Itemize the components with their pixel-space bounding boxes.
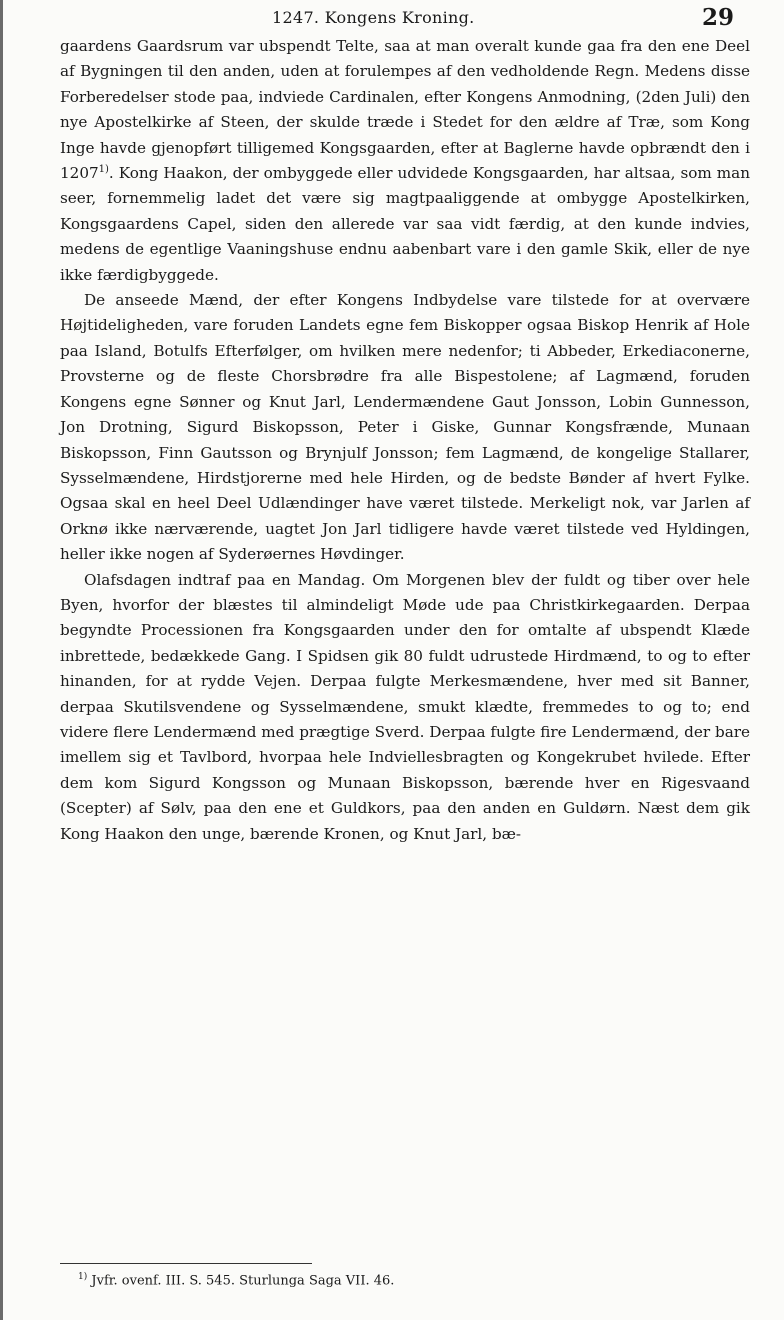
paragraph: gaardens Gaardsrum var ubspendt Telte, saa at man overalt kunde gaa fra den ene Deel af Bygningen til den anden, uden at forulempes af den vedholdende Regn. Medens disse Forberedelser stode paa, indviede Cardinalen, efter Kongens Anmodning, (2den Juli) den nye Apostelkirke af Steen, der skulde træde i Stedet for den ældre af Træ, som Kong Inge havde gjenopført tilligemed Kongsgaarden, efter at Baglerne havde opbrændt den i 1207$^{1)}$. Kong Haakon, der ombyggede eller udvidede Kongsgaarden, har altsaa, som man seer, fornemmelig ladet det være sig magtpaaliggende at ombygge Apostelkirken, Kongsgaardens Capel, siden den allerede var saa vidt færdig, at den kunde indvies, medens de egentlige Vaaningshuse endnu aabenbart vare i den gamle Skik, eller de nye ikke færdigbyggede. (60, 37, 751, 284)
footnote-divider (60, 1263, 312, 1264)
paragraph: De anseede Mænd, der efter Kongens Indbydelse vare tilstede for at overvære Højtideligheden, vare foruden Landets egne fem Biskopper ogsaa Biskop Henrik af Hole paa Island, Botulfs Efterfølger, om hvilken mere nedenfor; ti Abbeder, Erkediaconerne, Provsterne og de fleste Chorsbrødre fra alle Bispestolene; af Lagmænd, foruden Kongens egne Sønner og Knut Jarl, Lendermændene Gaut Jonsson, Lobin Gunnesson, Jon Drotning, Sigurd Biskopsson, Peter i Giske, Gunnar Kongsfrænde, Munaan Biskopsson, Finn Gautsson og Brynjulf Jonsson; fem Lagmænd, de kongelige Stallarer, Sysselmændene, Hirdstjorerne med hele Hirden, og de bedste Bønder af hvert Fylke. Ogsaa skal en heel Deel Udlændinger have været tilstede. Merkeligt nok, var Jarlen af Orknø ikke nærværende, uagtet Jon Jarl tidligere havde været tilstede ved Hyldingen, heller ikke nogen af Syderøernes Høvdinger. (60, 291, 750, 564)
paragraph: Olafsdagen indtraf paa en Mandag. Om Morgenen blev der fuldt og tiber over hele Byen, hvorfor der blæstes til almindeligt Møde ude paa Christkirkegaarden. Derpaa begyndte Processionen fra Kongsgaarden under den for omtalte af ubspendt Klæde inbrettede, bedækkede Gang. I Spidsen gik 80 fuldt udrustede Hirdmænd, to og to efter hinanden, for at rydde Vejen. Derpaa fulgte Merkesmændene, hver med sit Banner, derpaa Skutilsvendene og Sysselmændene, smukt klædte, fremmedes to og to; end videre flere Lendermænd med prægtige Sverd. Derpaa fulgte fire Lendermænd, der bare imellem sig et Tavlbord, hvorpaa hele Indviellesbragten og Kongekrubet hvilede. Efter dem kom Sigurd Kongsson og Munaan Biskopsson, bærende hver en Rigesvaand (Scepter) af Sølv, paa den ene et Guldkors, paa den anden en Guldørn. Næst dem gik Kong Haakon den unge, bærende Kronen, og Knut Jarl, bæ- (60, 570, 750, 843)
page-header (60, 4, 750, 30)
page-number: 29 (701, 4, 734, 31)
footnote (78, 1272, 394, 1288)
footnote-text: Jvfr. ovenf. III. S. 545. Sturlunga Saga VII. 46. (91, 1273, 395, 1289)
paragraph-text: gaardens Gaardsrum var ubspendt Telte, saa at man overalt kunde gaa fra den ene Deel af Bygningen til den anden, uden at forulempes af den vedholdende Regn. Medens disse Forberedelser stode paa, indviede Cardinalen, efter Kongens Anmodning, (2den Juli) den nye Apostelkirke af Steen, der skulde træde i Stedet for den ældre af Træ, som Kong Inge havde gjenopført tilligemed Kongsgaarden, efter at Baglerne havde opbrændt den i 1207 (60, 37, 750, 183)
body-text (60, 34, 750, 847)
paragraph-text: Kong Haakon, der ombyggede eller udvidede Kongsgaarden, har altsaa, som man seer, fornemmelig ladet det være sig magtpaaliggende at ombygge Apostelkirken, Kongsgaardens Capel, siden den allerede var saa vidt færdig, at den kunde indvies, medens de egentlige Vaaningshuse endnu aabenbart vare i den gamle Skik, eller de nye ikke færdigbyggede. (60, 164, 751, 284)
footnote-marker: 1) (78, 1272, 88, 1282)
running-head: 1247. Kongens Kroning. (272, 8, 475, 27)
scan-edge (0, 0, 3, 1320)
footnote-reference: 1) (98, 163, 109, 175)
